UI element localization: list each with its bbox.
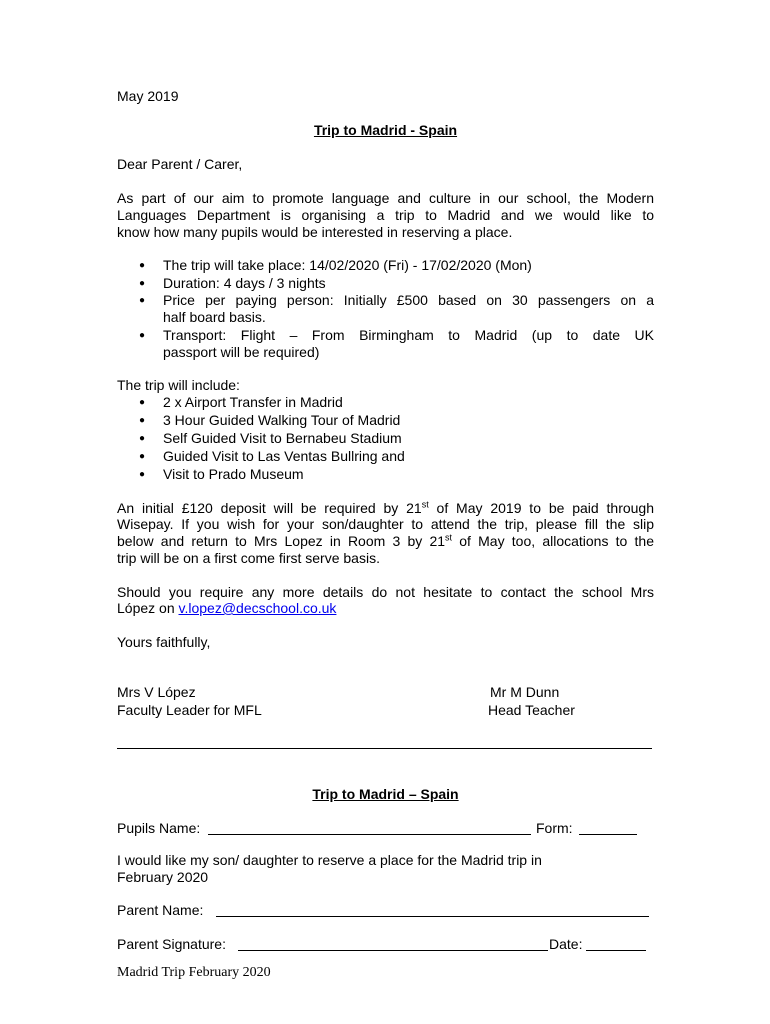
bullet-icon: ● xyxy=(139,433,146,444)
list-item: 2 x Airport Transfer in Madrid xyxy=(163,394,343,410)
parent-signature-field[interactable] xyxy=(238,950,548,951)
slip-title: Trip to Madrid – Spain xyxy=(312,786,459,802)
letter-date: May 2019 xyxy=(117,88,179,104)
email-link[interactable]: v.lopez@decschool.co.uk xyxy=(178,600,337,616)
includes-heading: The trip will include: xyxy=(117,377,240,393)
bullet-icon: ● xyxy=(139,295,146,306)
letter-title: Trip to Madrid - Spain xyxy=(313,122,458,138)
bullet-icon: ● xyxy=(139,451,146,462)
list-item: Self Guided Visit to Bernabeu Stadium xyxy=(163,430,402,446)
date-field[interactable] xyxy=(586,950,646,951)
bullet-icon: ● xyxy=(139,278,146,289)
form-field[interactable] xyxy=(579,834,637,835)
parent-name-label: Parent Name: xyxy=(117,902,204,918)
bullet-icon: ● xyxy=(139,469,146,480)
bullet-icon: ● xyxy=(139,260,146,271)
salutation: Dear Parent / Carer, xyxy=(117,156,243,172)
list-item: Duration: 4 days / 3 nights xyxy=(163,275,326,291)
list-item: Transport: Flight – From Birmingham to Madrid (up to date UK xyxy=(163,327,654,343)
closing: Yours faithfully, xyxy=(117,634,211,650)
page-footer: Madrid Trip February 2020 xyxy=(117,965,271,980)
bullet-icon: ● xyxy=(139,415,146,426)
signatory-role: Head Teacher xyxy=(488,702,575,718)
parent-signature-label: Parent Signature: xyxy=(117,936,226,952)
signatory-name: Mr M Dunn xyxy=(490,684,560,700)
list-item-continued: half board basis. xyxy=(163,309,266,325)
bullet-icon: ● xyxy=(139,397,146,408)
pupil-name-field[interactable] xyxy=(208,834,531,835)
list-item-continued: passport will be required) xyxy=(163,344,320,360)
tear-off-line xyxy=(117,748,652,749)
list-item: Visit to Prado Museum xyxy=(163,466,304,482)
signatory-role: Faculty Leader for MFL xyxy=(117,702,262,718)
form-label: Form: xyxy=(536,820,573,836)
list-item: The trip will take place: 14/02/2020 (Fri) - 17/02/2020 (Mon) xyxy=(163,257,532,273)
list-item: Price per paying person: Initially £500 based on 30 passengers on a xyxy=(163,292,654,308)
bullet-icon: ● xyxy=(139,330,146,341)
list-item: Guided Visit to Las Ventas Bullring and xyxy=(163,448,405,464)
pupil-name-label: Pupils Name: xyxy=(117,820,201,836)
parent-name-field[interactable] xyxy=(216,916,649,917)
list-item: 3 Hour Guided Walking Tour of Madrid xyxy=(163,412,401,428)
signatory-name: Mrs V López xyxy=(117,684,196,700)
date-label: Date: xyxy=(549,936,583,952)
